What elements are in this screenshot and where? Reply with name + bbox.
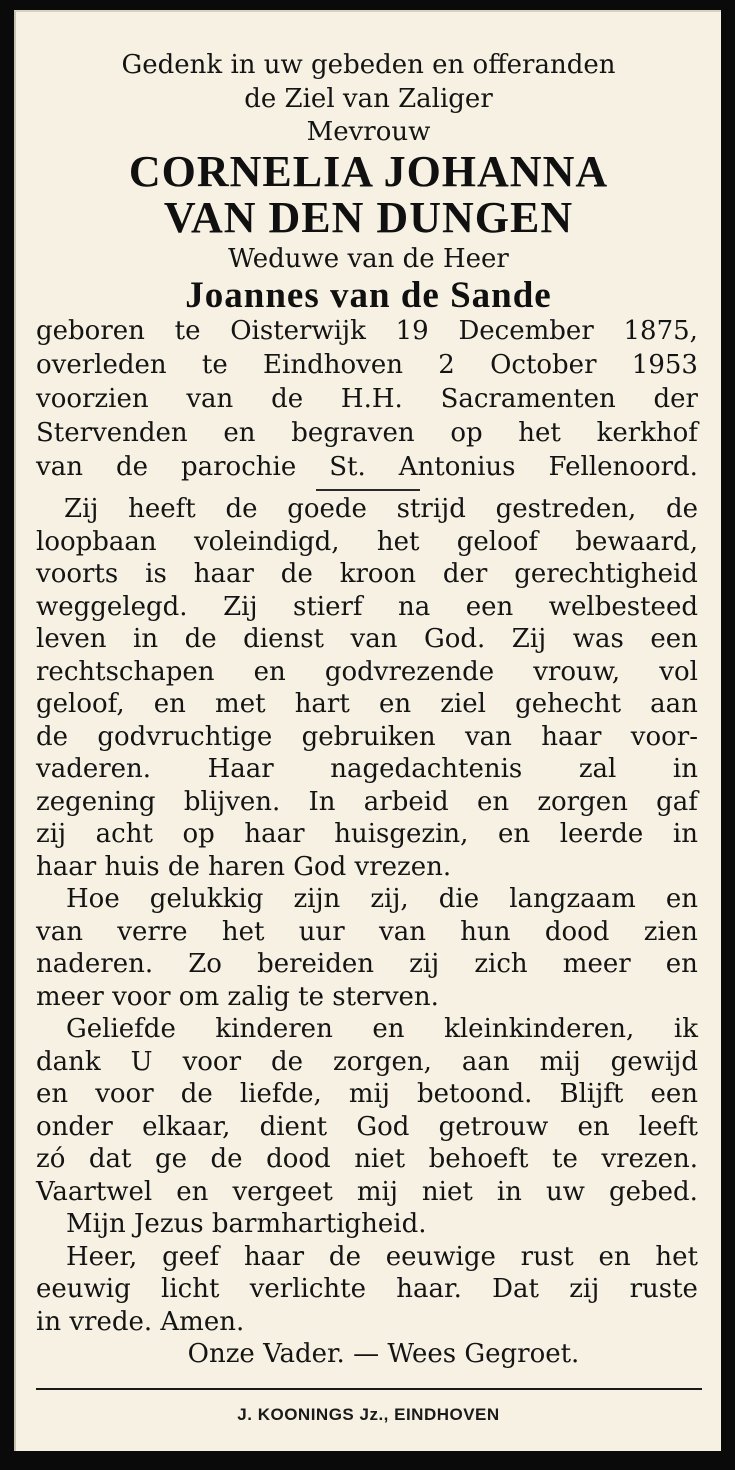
body-line: haar huis de haren God vrezen. bbox=[36, 851, 452, 882]
body-line: in vrede. Amen. bbox=[36, 1306, 245, 1337]
bio-line: geboren te Oisterwijk 19 December 1875, bbox=[36, 316, 698, 346]
deceased-name-line-1: CORNELIA JOHANNA bbox=[128, 147, 609, 196]
header-line-1: Gedenk in uw gebeden en offeranden bbox=[121, 50, 616, 80]
body-line: dank U voor de zorgen, aan mij gewijd bbox=[36, 1046, 698, 1077]
body-line: loopbaan voleindigd, het geloof bewaard, bbox=[36, 526, 698, 557]
divider-rule bbox=[316, 489, 420, 491]
body-line: Mijn Jezus barmhartigheid. bbox=[66, 1209, 427, 1239]
body-line: voorts is haar de kroon der gerechtigheid bbox=[36, 559, 698, 589]
deceased-name-line-2: VAN DEN DUNGEN bbox=[163, 193, 574, 242]
body-line: weggelegd. Zij stierf na een welbesteed bbox=[36, 591, 698, 622]
body-line: geloof, en met hart en ziel gehecht aan bbox=[36, 689, 698, 719]
body-line: onder elkaar, dient God getrouw en leeft bbox=[36, 1111, 698, 1142]
bio-line: Stervenden en begraven op het kerkhof bbox=[36, 418, 698, 448]
body-line: Hoe gelukkig zijn zij, die langzaam en bbox=[66, 884, 698, 914]
body-line: Zij heeft de goede strijd gestreden, de bbox=[64, 494, 698, 524]
body-line: en voor de liefde, mij betoond. Blijft een bbox=[36, 1079, 698, 1109]
bio-line: voorzien van de H.H. Sacramenten der bbox=[36, 384, 698, 414]
body-line: rechtschapen en godvrezende vrouw, vol bbox=[36, 656, 698, 687]
body-line: vaderen. Haar nagedachtenis zal in bbox=[36, 754, 698, 784]
body-line: naderen. Zo bereiden zij zich meer en bbox=[36, 949, 698, 979]
header-line-3: Mevrouw bbox=[306, 117, 431, 147]
body-line: eeuwig licht verlichte haar. Dat zij ruste bbox=[36, 1274, 698, 1304]
bio-line: van de parochie St. Antonius Fellenoord. bbox=[36, 452, 698, 482]
body-line: Heer, geef haar de eeuwige rust en het bbox=[66, 1241, 698, 1272]
body-line: zij acht op haar huisgezin, en leerde in bbox=[36, 819, 698, 849]
body-line: meer voor om zalig te sterven. bbox=[36, 981, 439, 1012]
header-line-4: Weduwe van de Heer bbox=[228, 244, 509, 274]
printer-credit: J. KOONINGS Jz., EINDHOVEN bbox=[237, 1405, 500, 1424]
bottom-rule bbox=[36, 1388, 702, 1390]
body-line: van verre het uur van hun dood zien bbox=[36, 916, 698, 947]
memorial-card bbox=[14, 10, 721, 1451]
body-line: Vaartwel en vergeet mij niet in uw gebed. bbox=[36, 1176, 698, 1207]
body-line: zó dat ge de dood niet behoeft te vrezen. bbox=[36, 1144, 698, 1174]
bio-line: overleden te Eindhoven 2 October 1953 bbox=[36, 350, 698, 380]
body-line: zegening blijven. In arbeid en zorgen gaf bbox=[36, 786, 698, 817]
body-line: de godvruchtige gebruiken van haar voor- bbox=[36, 721, 698, 752]
husband-name: Joannes van de Sande bbox=[185, 275, 552, 316]
body-line: Onze Vader. — Wees Gegroet. bbox=[187, 1339, 580, 1369]
header-line-2: de Ziel van Zaliger bbox=[244, 84, 493, 114]
body-line: leven in de dienst van God. Zij was een bbox=[36, 624, 698, 654]
body-line: Geliefde kinderen en kleinkinderen, ik bbox=[66, 1014, 698, 1044]
